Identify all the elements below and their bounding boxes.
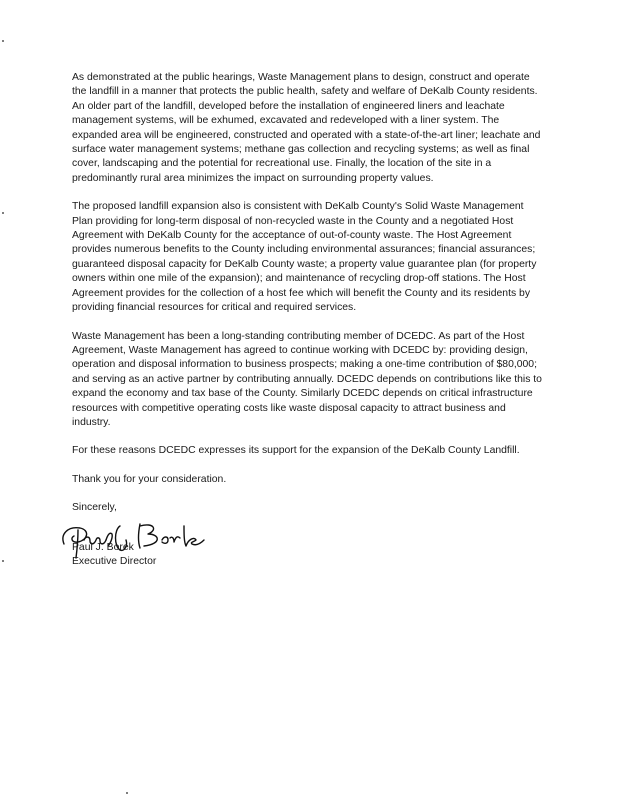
paragraph-dcedc-membership: Waste Management has been a long-standing contributing member of DCEDC. As part of the Host Agreement, Waste Management has agreed to continue working with DCEDC by: providing design, operation and disposal information to business prospects; making a one-time contribution of $80,000; and serving as an active partner by contributing annually. DCEDC depends on contributions like this to expand the economy and tax base of the County. Similarly DCEDC depends on critical infrastructure resources with competitive operating costs like waste disposal capacity to attract business and industry. (72, 330, 542, 428)
scan-speck (2, 40, 4, 42)
signature-block (72, 522, 542, 574)
letter-body (72, 71, 542, 574)
paragraph-landfill-design: As demonstrated at the public hearings, Waste Management plans to design, construct and operate the landfill in a manner that protects the public health, safety and welfare of DeKalb County residents. An older part of the landfill, developed before the installation of engineered liners and leachate management systems, will be exhumed, excavated and redeveloped with a liner system. The expanded area will be engineered, constructed and operated with a state-of-the-art liner; leachate and surface water management systems; methane gas collection and recycling systems; as well as final cover, landscaping and the potential for recreational use. Finally, the location of the site in a predominantly rural area minimizes the impact on surrounding property values. (72, 72, 541, 184)
closing-salutation: Sincerely, (72, 502, 117, 514)
paragraph-support-statement: For these reasons DCEDC expresses its support for the expansion of the DeKalb County Landfill. (72, 445, 520, 457)
signer-title: Executive Director (72, 555, 157, 567)
scan-speck (2, 560, 4, 562)
scan-speck (2, 212, 4, 214)
thanks-line: Thank you for your consideration. (72, 473, 227, 485)
paragraph-host-agreement: The proposed landfill expansion also is consistent with DeKalb County's Solid Waste Management Plan providing for long-term disposal of non-recycled waste in the County and a negotiated Host Agreement with DeKalb County for the acceptance of out-of-county waste. The Host Agreement provides numerous benefits to the County including environmental assurances; financial assurances; guaranteed disposal capacity for DeKalb County waste; a property value guarantee plan (for property owners within one mile of the expansion); and maintenance of recycling drop-off stations. The Host Agreement provides for the collection of a host fee which will benefit the County and its residents by providing financial resources for critical and required services. (72, 201, 537, 314)
signer-name: Paul J. Borek (72, 541, 134, 553)
scan-speck (126, 792, 128, 794)
